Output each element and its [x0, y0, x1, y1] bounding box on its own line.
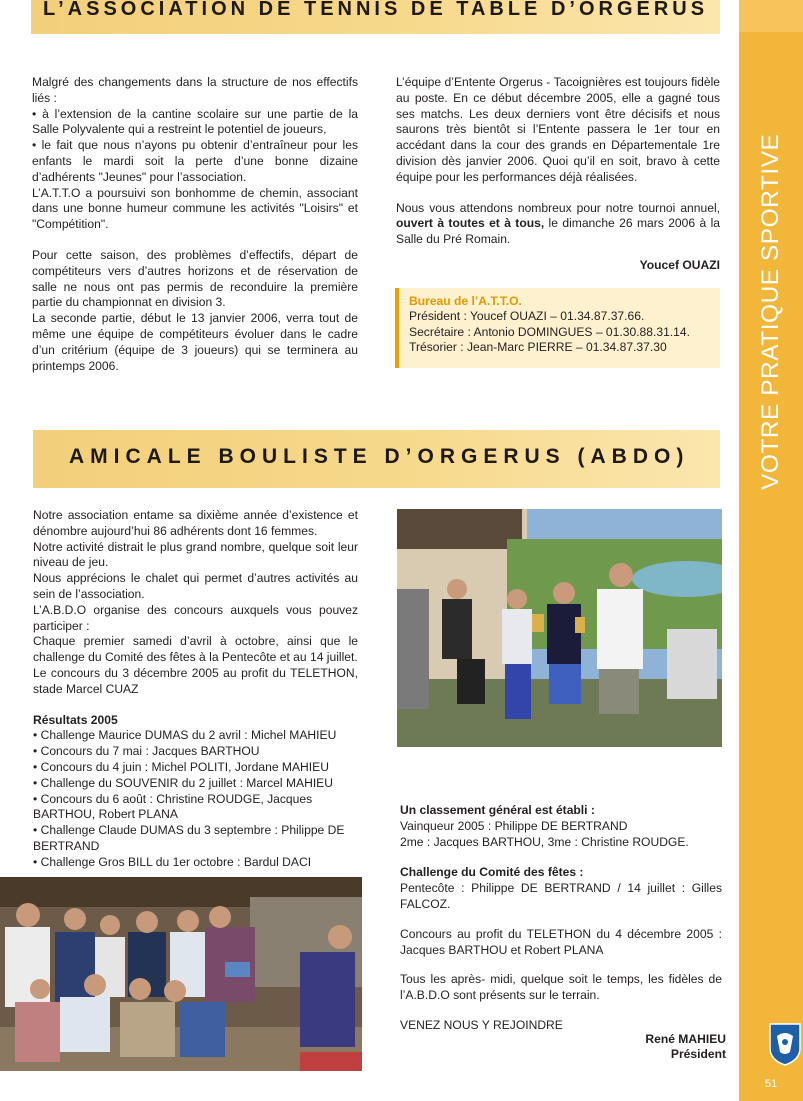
- tennis-paragraph: L’A.T.T.O a poursuivi son bonhomme de chemin, associant dans une bonne humeur commune les activités "Loisirs" et "Compétition".: [32, 185, 358, 232]
- tournament-text-start: Nous vous attendons nombreux pour notre tournoi annuel,: [396, 200, 720, 215]
- result-item: • Challenge Maurice DUMAS du 2 avril : Michel MAHIEU: [33, 728, 337, 743]
- tennis-paragraph: Pour cette saison, des problèmes d’effectifs, départ de compétiteurs vers d’autres horizons et de réservation de salle ne nous ont pas permis de reconduire la première partie du championnat en division 3.: [32, 247, 358, 310]
- sidebar-title: VOTRE PRATIQUE SPORTIVE: [757, 133, 784, 490]
- trophy-group-photo: [397, 509, 722, 747]
- boules-left-column: [33, 508, 358, 871]
- tennis-paragraph: La seconde partie, début le 13 janvier 2006, verra tout de même une équipe de compétiteurs évoluer dans le cadre d’un critérium (équipe de 3 joueurs) qui se terminera au printemps 2006.: [32, 311, 358, 373]
- tennis-heading: L’ASSOCIATION DE TENNIS DE TABLE D’ORGERUS: [43, 0, 709, 20]
- boules-intro-line: Le concours du 3 décembre 2005 au profit du TELETHON, stade Marcel CUAZ: [33, 665, 358, 696]
- page-number: 51: [764, 1078, 778, 1090]
- classement-title: Un classement général est établi :: [400, 803, 595, 817]
- result-item: • Concours du 4 juin : Michel POLITI, Jordane MAHIEU: [33, 759, 329, 774]
- result-item: • Concours du 6 août : Christine ROUDGE, Jacques BARTHOU, Robert PLANA: [33, 791, 313, 822]
- boules-intro-line: Chaque premier samedi d’avril à octobre, ainsi que le challenge du Comité des fêtes à la Pentecôte et au 14 juillet.: [33, 634, 358, 665]
- bureau-title: Bureau de l’A.T.T.O.: [409, 294, 522, 308]
- apres-midi-text: Tous les après- midi, quelque soit le temps, les fidèles de l’A.B.D.O sont présents sur le terrain.: [400, 972, 722, 1003]
- classement-places: 2me : Jacques BARTHOU, 3me : Christine ROUDGE.: [400, 834, 689, 849]
- boules-heading-banner: [33, 430, 720, 488]
- comite-text: Pentecôte : Philippe DE BERTRAND / 14 juillet : Gilles FALCOZ.: [400, 881, 722, 911]
- boules-intro-line: L’A.B.D.O organise des concours auxquels vous pouvez participer :: [33, 602, 358, 633]
- tennis-left-column: [32, 75, 358, 374]
- signature-name: René MAHIEU: [645, 1032, 726, 1046]
- result-item: • Challenge Claude DUMAS du 3 septembre : Philippe DE BERTRAND: [33, 823, 345, 853]
- result-item: • Concours du 7 mai : Jacques BARTHOU: [33, 744, 260, 759]
- classement-winner: Vainqueur 2005 : Philippe DE BERTRAND: [400, 818, 628, 833]
- signature-title: Président: [670, 1047, 726, 1061]
- tennis-right-paragraph: L’équipe d’Entente Orgerus - Tacoignières est toujours fidèle au poste. En ce début décembre 2005, elle a gagné tous ses matchs. Les deux derniers vont être décisifs et nous saurons très bientôt si l’Entente passera le 1er tour en accédant dans la cour des grands en Départementale 1re division dès janvier 2006. Quoi qu’il en soit, bravo à cette équipe pour les performances déjà réalisées.: [396, 75, 720, 184]
- tournament-text-bold: ouvert à toutes et à tous,: [396, 216, 545, 231]
- tennis-right-column: [396, 75, 720, 248]
- result-item: • Challenge du SOUVENIR du 2 juillet : Marcel MAHIEU: [33, 775, 333, 790]
- boules-heading: AMICALE BOULISTE D’ORGERUS (ABDO): [69, 445, 690, 468]
- bureau-box: [395, 288, 720, 368]
- telethon-text: Concours au profit du TELETHON du 4 décembre 2005 : Jacques BARTHOU et Robert PLANA: [400, 926, 722, 957]
- tennis-heading-banner: [31, 0, 720, 34]
- boules-intro-line: Notre activité distrait le plus grand nombre, quelque soit leur niveau de jeu.: [33, 539, 358, 570]
- tennis-tournament-paragraph: [396, 201, 720, 248]
- tennis-paragraph: • à l’extension de la cantine scolaire sur une partie de la Salle Polyvalente qui a restreint le potentiel de joueurs,: [32, 106, 358, 137]
- town-crest-icon: [768, 1022, 802, 1066]
- bureau-secretaire: Secrétaire : Antonio DOMINGUES – 01.30.88.31.14.: [409, 324, 690, 339]
- results-title: Résultats 2005: [33, 712, 118, 727]
- bureau-president: Président : Youcef OUAZI – 01.34.87.37.66.: [409, 309, 645, 324]
- bureau-tresorier: Trésorier : Jean-Marc PIERRE – 01.34.87.37.30: [409, 340, 667, 355]
- members-group-photo: [0, 877, 362, 1071]
- comite-title: Challenge du Comité des fêtes :: [400, 865, 584, 880]
- tournament-text-end: le dimanche 26 mars 2006 à la Salle du Pré Romain.: [396, 216, 720, 247]
- tennis-signature: Youcef OUAZI: [639, 258, 720, 272]
- invite-text: VENEZ NOUS Y REJOINDRE: [400, 1017, 563, 1032]
- boules-right-column: [400, 803, 722, 1034]
- boules-intro-line: Nous apprécions le chalet qui permet d’autres activités au sein de l’association.: [33, 571, 358, 601]
- boules-signature: [520, 1032, 726, 1062]
- sidebar-title-wrap: [739, 0, 803, 1101]
- tennis-paragraph: Malgré des changements dans la structure de nos effectifs liés :: [32, 75, 358, 105]
- boules-intro-line: Notre association entame sa dixième année d’existence et dénombre aujourd’hui 86 adhérents dont 16 femmes.: [33, 508, 358, 538]
- result-item: • Challenge Gros BILL du 1er octobre : Bardul DACI: [33, 854, 312, 869]
- tennis-paragraph: • le fait que nous n’ayons pu obtenir d’entraîneur pour les enfants le mardi soit la perte d’une bonne dizaine d’adhérents "Jeunes" pour l’association.: [32, 138, 358, 184]
